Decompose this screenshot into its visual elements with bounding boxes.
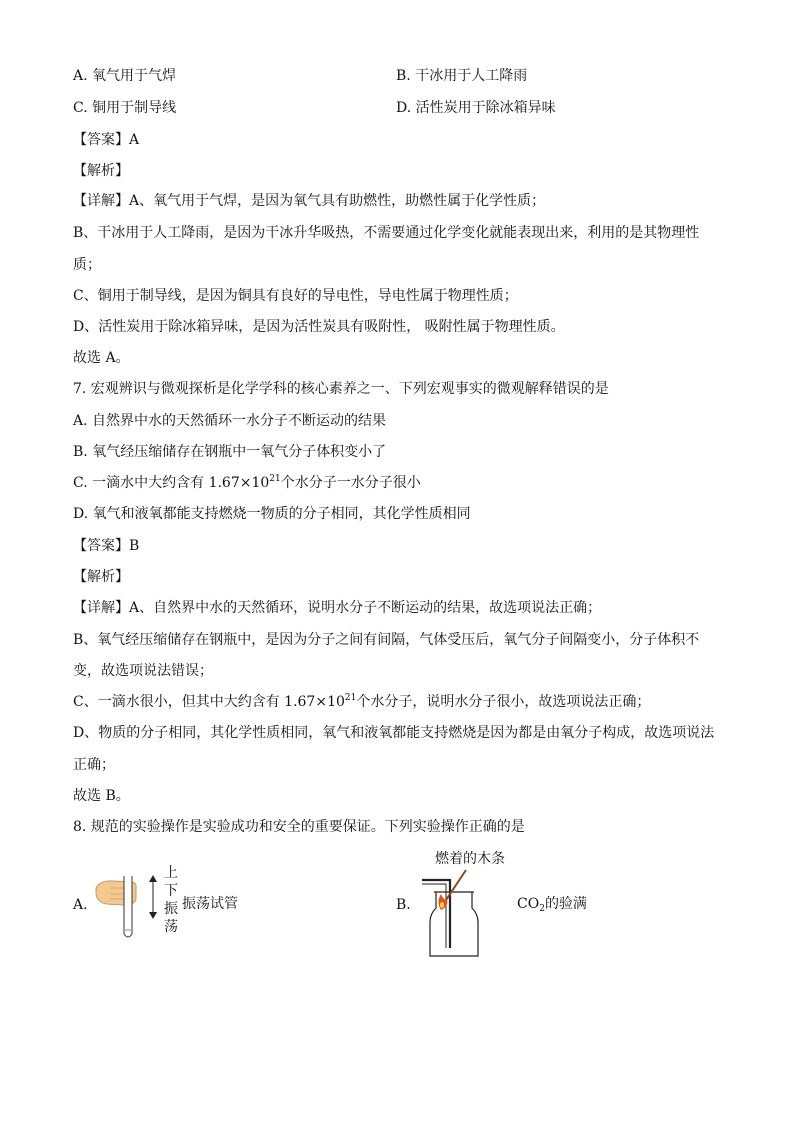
q6-choice: 故选 A。 xyxy=(73,350,130,366)
vertical-label-char: 下 xyxy=(164,883,178,899)
q7-stem: 7. 宏观辨识与微观探析是化学学科的核心素养之一、下列宏观事实的微观解释错误的是 xyxy=(73,381,609,397)
co2-caption-rest: 的验满 xyxy=(544,896,587,912)
up-down-arrow-icon xyxy=(147,872,159,922)
q7-option-c-post: 个水分子一水分子很小 xyxy=(280,475,421,491)
q7-detail-line xyxy=(73,692,650,712)
co2-subscript: 2 xyxy=(539,904,545,914)
shaking-test-tube-figure xyxy=(92,872,152,944)
q7-detail-line: D、物质的分子相同，其化学性质相同，氧气和液氧都能支持燃烧是因为都是由氧分子构成，故选项说法 xyxy=(73,725,715,741)
q8-option-b-caption xyxy=(517,895,587,913)
vertical-label-char: 荡 xyxy=(164,919,178,935)
q7-option-b: B. 氧气经压缩储存在钢瓶中一氧气分子体积变小了 xyxy=(73,444,387,460)
q7-detail-post: 个水分子，说明水分子很小，故选项说法正确； xyxy=(356,694,651,710)
q6-option-b: B. 干冰用于人工降雨 xyxy=(396,68,528,84)
q6-analysis-title: 【解析】 xyxy=(73,163,129,179)
q7-option-c-pre: C. 一滴水中大约含有 1.67×10 xyxy=(73,475,270,491)
gas-bottle-icon xyxy=(430,892,478,956)
burning-stick-label: 燃着的木条 xyxy=(435,851,505,867)
q6-detail-line: D、活性炭用于除冰箱异味，是因为活性炭具有吸附性， 吸附性属于物理性质。 xyxy=(73,319,565,335)
q6-detail-line: C、铜用于制导线，是因为铜具有良好的导电性，导电性属于物理性质； xyxy=(73,288,518,304)
q7-option-a: A. 自然界中水的天然循环一水分子不断运动的结果 xyxy=(73,413,387,429)
q7-option-c-exponent: 21 xyxy=(269,474,281,484)
q7-detail-line: 变，故选项说法错误； xyxy=(73,663,213,679)
q6-option-d: D. 活性炭用于除冰箱异味 xyxy=(396,100,556,116)
q6-answer: 【答案】A xyxy=(73,132,140,148)
q7-detail-pre: C、一滴水很小，但其中大约含有 1.67×10 xyxy=(73,694,345,710)
test-tube-icon xyxy=(124,876,132,937)
q8-option-a-caption: 振荡试管 xyxy=(182,896,238,912)
q8-option-a-letter: A. xyxy=(73,897,88,913)
q7-answer: 【答案】B xyxy=(73,538,140,554)
q7-detail-exponent: 21 xyxy=(344,693,357,703)
q7-detail-line: 【详解】A、自然界中水的天然循环，说明水分子不断运动的结果，故选项说法正确； xyxy=(73,600,602,616)
q6-option-c: C. 铜用于制导线 xyxy=(73,100,177,116)
q6-detail-line: 【详解】A、氧气用于气焊，是因为氧气具有助燃性，助燃性属于化学性质； xyxy=(73,193,546,209)
q6-detail-line: 质； xyxy=(73,257,101,273)
co2-formula: CO xyxy=(517,896,540,912)
q7-analysis-title: 【解析】 xyxy=(73,569,129,585)
q7-option-d: D. 氧气和液氧都能支持燃烧一物质的分子相同，其化学性质相同 xyxy=(73,506,471,522)
co2-collection-figure xyxy=(422,868,486,958)
q7-detail-line: 正确； xyxy=(73,757,115,773)
q6-detail-line: B、干冰用于人工降雨，是因为干冰升华吸热，不需要通过化学变化就能表现出来，利用的是其物理性 xyxy=(73,225,700,241)
q7-detail-line: B、氧气经压缩储存在钢瓶中，是因为分子之间有间隔，气体受压后，氧气分子间隔变小，分子体积不 xyxy=(73,632,700,648)
q8-option-b-letter: B. xyxy=(396,897,411,913)
q8-stem: 8. 规范的实验操作是实验成功和安全的重要保证。下列实验操作正确的是 xyxy=(73,819,525,835)
q6-option-a: A. 氧气用于气焊 xyxy=(73,68,177,84)
vertical-label-char: 振 xyxy=(164,901,178,917)
q7-option-c xyxy=(73,473,421,493)
vertical-label-char: 上 xyxy=(164,865,178,881)
q7-choice: 故选 B。 xyxy=(73,788,130,804)
